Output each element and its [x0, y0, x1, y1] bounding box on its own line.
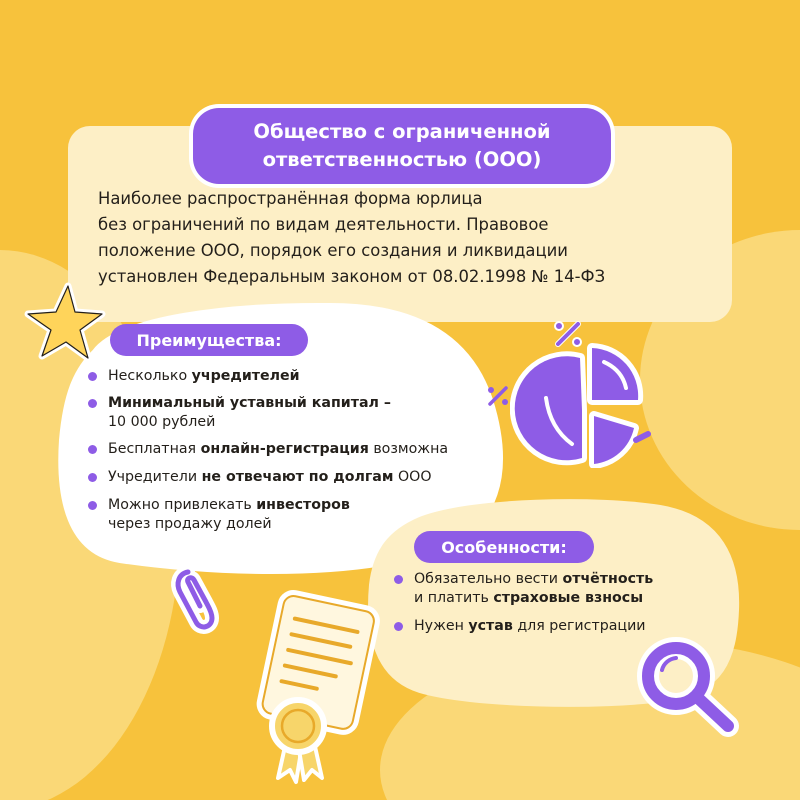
intro-line-2: без ограничений по видам деятельности. Правовое — [98, 215, 549, 234]
list-item: Минимальный уставный капитал – 10 000 рублей — [88, 394, 448, 432]
list-item: Несколько учредителей — [88, 367, 448, 386]
list-item: Обязательно вести отчётность и платить страховые взносы — [394, 570, 653, 608]
list-item: Нужен устав для регистрации — [394, 617, 653, 636]
list-item: Учредители не отвечают по долгам ООО — [88, 468, 448, 487]
intro-line-1: Наиболее распространённая форма юрлица — [98, 189, 483, 208]
features-heading: Особенности: — [414, 531, 594, 563]
percent-icon — [482, 380, 514, 412]
star-icon — [18, 278, 108, 368]
seal-icon — [258, 686, 338, 786]
list-item: Бесплатная онлайн-регистрация возможна — [88, 440, 448, 459]
intro-line-3: положение ООО, порядок его создания и ликвидации — [98, 241, 568, 260]
list-item: Можно привлекать инвесторов через продажу долей — [88, 496, 448, 534]
magnifier-icon — [628, 630, 758, 760]
intro-line-4: установлен Федеральным законом от 08.02.1998 № 14-ФЗ — [98, 267, 606, 286]
percent-icon — [548, 314, 588, 354]
features-list — [394, 570, 653, 636]
advantages-heading: Преимущества: — [110, 324, 308, 356]
page-title-line-1: Общество с ограниченной — [253, 120, 551, 143]
page-title-line-2: ответственностью (ООО) — [262, 148, 542, 171]
paperclip-icon — [166, 560, 226, 640]
